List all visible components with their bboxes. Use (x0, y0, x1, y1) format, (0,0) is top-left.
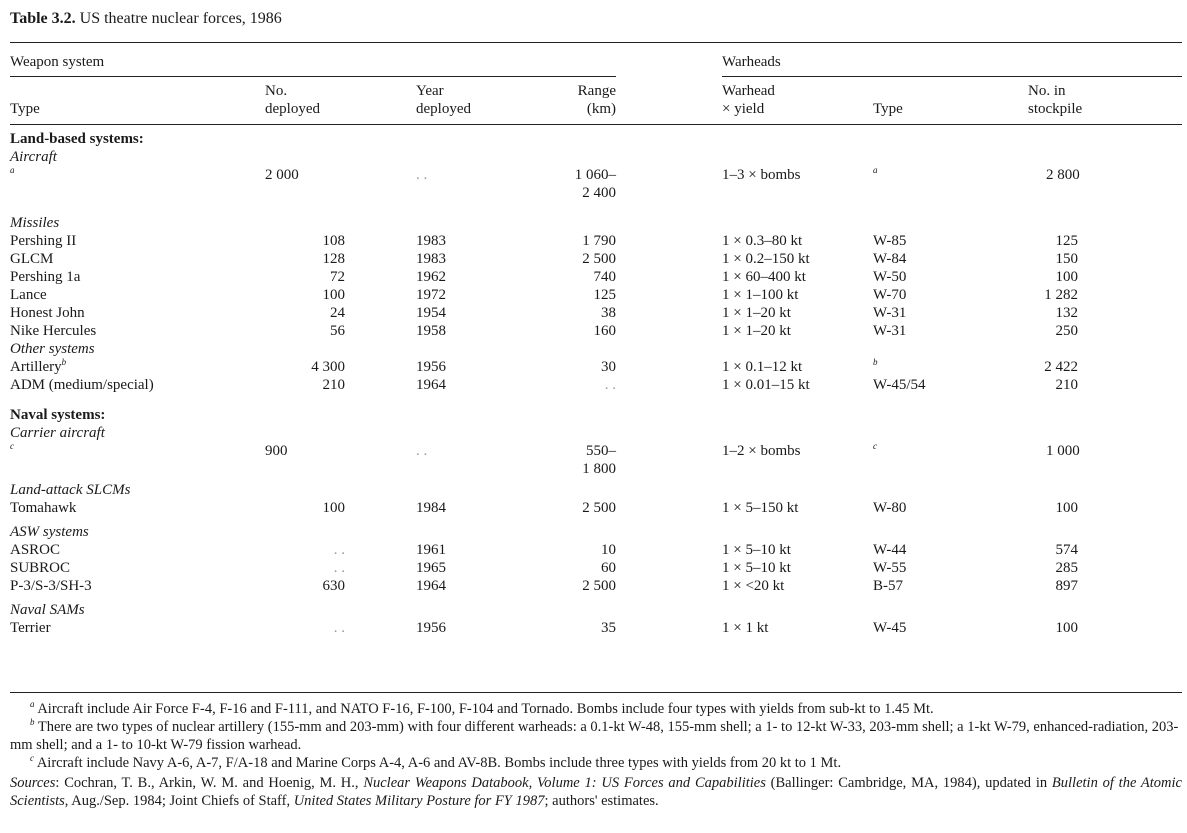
subsection-row (10, 424, 1182, 442)
asw-rows (10, 541, 1182, 595)
cell-yield: 1 × 5–10 kt (722, 542, 791, 558)
subsection-missiles: Missiles (10, 215, 60, 231)
cell-range: 60 (601, 560, 616, 576)
cell-range: 160 (593, 323, 616, 339)
footnote-c (10, 754, 1182, 772)
cell-warhead-type: W-70 (873, 287, 907, 303)
col-header-range (536, 82, 616, 118)
footnote-c-mark: c (30, 753, 34, 764)
cell-stockpile: 1 282 (1044, 287, 1078, 303)
cell-range-line2: 1 800 (582, 461, 616, 477)
table-row (10, 232, 1182, 250)
table-row (10, 322, 1182, 340)
cell-year: 1961 (416, 542, 446, 558)
cell-deployed: 72 (330, 269, 345, 285)
cell-yield: 1 × 0.3–80 kt (722, 233, 803, 249)
cell-type (10, 358, 265, 376)
col-header-year-line2: deployed (416, 101, 471, 117)
sources-title: Nuclear Weapons Databook, Volume 1: US Forces and Capabilities (363, 775, 766, 791)
cell-yield: 1 × 60–400 kt (722, 269, 806, 285)
col-header-stockpile-line1: No. in (1028, 83, 1066, 99)
table-row (10, 541, 1182, 559)
cell-range: 740 (593, 269, 616, 285)
top-rule (10, 42, 1182, 43)
table-row (10, 619, 1182, 637)
cell-warhead-type (873, 358, 1028, 376)
cell-stockpile: 132 (1055, 305, 1078, 321)
sources-part: (Ballinger: Cambridge, MA, 1984), updated in (765, 775, 1052, 791)
cell-warhead-type: W-45 (873, 620, 907, 636)
cell-stockpile: 100 (1055, 500, 1078, 516)
col-header-yield-line1: Warhead (722, 83, 775, 99)
subsection-asw: ASW systems (10, 524, 89, 540)
cell-deployed: 56 (330, 323, 345, 339)
section-land-based: Land-based systems: (10, 131, 144, 147)
subsection-naval-sams: Naval SAMs (10, 602, 85, 618)
cell-year: 1958 (416, 323, 446, 339)
table-row (10, 166, 1182, 202)
warheads-rule (722, 76, 1182, 77)
cell-stockpile: 100 (1055, 620, 1078, 636)
sources-label: Sources (10, 775, 56, 791)
cell-range: . . (604, 377, 616, 393)
cell-warhead-type (873, 442, 1028, 478)
cell-warhead-type: B-57 (873, 578, 903, 594)
cell-range (536, 442, 616, 478)
cell-yield: 1 × <20 kt (722, 578, 785, 594)
cell-year: 1964 (416, 578, 446, 594)
table-bottom-rule (10, 692, 1182, 693)
cell-deployed: 210 (322, 377, 345, 393)
col-header-yield (722, 82, 775, 118)
footnote-a (10, 700, 1182, 718)
cell-yield: 1 × 0.2–150 kt (722, 251, 810, 267)
cell-range-line1: 550– (586, 443, 616, 459)
cell-yield: 1 × 0.01–15 kt (722, 377, 810, 393)
forces-table (10, 130, 1182, 637)
subsection-row (10, 517, 1182, 541)
cell-type: Terrier (10, 620, 51, 636)
footnote-mark: c (873, 441, 877, 451)
cell-type: SUBROC (10, 560, 71, 576)
col-header-year-line1: Year (416, 83, 444, 99)
footnote-b (10, 718, 1182, 754)
cell-stockpile: 285 (1055, 560, 1078, 576)
cell-year: 1962 (416, 269, 446, 285)
cell-stockpile: 897 (1055, 578, 1078, 594)
cell-year: . . (416, 167, 428, 183)
cell-year: 1965 (416, 560, 446, 576)
subsection-aircraft: Aircraft (10, 149, 57, 165)
cell-yield: 1 × 1–20 kt (722, 323, 791, 339)
cell-warhead-type: W-31 (873, 323, 907, 339)
cell-yield: 1–2 × bombs (722, 443, 801, 459)
cell-deployed: 24 (330, 305, 345, 321)
subsection-row (10, 340, 1182, 358)
cell-warhead-type: W-85 (873, 233, 907, 249)
cell-deployed: 108 (322, 233, 345, 249)
table-row (10, 559, 1182, 577)
cell-warhead-type: W-84 (873, 251, 907, 267)
subsection-row (10, 595, 1182, 619)
footnote-a-mark: a (30, 699, 35, 710)
cell-deployed: 100 (322, 500, 345, 516)
cell-warhead-type: W-80 (873, 500, 907, 516)
col-header-yield-line2: × yield (722, 101, 765, 117)
cell-stockpile: 150 (1055, 251, 1078, 267)
table-row (10, 358, 1182, 376)
cell-deployed: 128 (322, 251, 345, 267)
cell-range (536, 166, 616, 202)
table-row (10, 250, 1182, 268)
cell-type: Nike Hercules (10, 323, 97, 339)
table-row (10, 442, 1182, 478)
cell-type: GLCM (10, 251, 54, 267)
cell-year: . . (416, 443, 428, 459)
subsection-other-systems: Other systems (10, 341, 95, 357)
footnote-mark: c (10, 441, 14, 451)
subsection-row (10, 214, 1182, 232)
footnote-mark: b (61, 357, 67, 367)
cell-type: Pershing 1a (10, 269, 81, 285)
footnote-b-text: There are two types of nuclear artillery (155-mm and 203-mm) with four different warheads: a 0.1-kt W-48, 155-mm shell; a 1- to 12-kt W-33, 203-mm shell; a 1-kt W-79, enhanced-radiation, 203-mm shell; and a 1- to 10-kt W-79 fission warhead. (10, 719, 1179, 753)
cell-range: 10 (601, 542, 616, 558)
cell-warhead-type (873, 166, 1028, 202)
cell-deployed: 4 300 (311, 359, 345, 375)
cell-warhead-type: W-55 (873, 560, 907, 576)
col-header-stockpile-line2: stockpile (1028, 101, 1083, 117)
col-header-warhead-type: Type (873, 101, 903, 117)
cell-yield: 1–3 × bombs (722, 167, 801, 183)
cell-yield: 1 × 1 kt (722, 620, 769, 636)
table-row (10, 304, 1182, 322)
cell-stockpile: 100 (1055, 269, 1078, 285)
cell-range: 30 (601, 359, 616, 375)
table-row (10, 499, 1182, 517)
cell-year: 1956 (416, 620, 446, 636)
footnote-mark: b (873, 357, 878, 367)
cell-range: 35 (601, 620, 616, 636)
cell-deployed: . . (333, 620, 345, 636)
footnote-mark: a (873, 165, 878, 175)
sources-note (10, 774, 1182, 810)
col-header-stockpile (1028, 82, 1082, 118)
cell-range: 38 (601, 305, 616, 321)
cell-year: 1972 (416, 287, 446, 303)
footnote-c-text: Aircraft include Navy A-6, A-7, F/A-18 and Marine Corps A-4, A-6 and AV-8B. Bombs include three types with yields from 20 kt to 1 Mt. (36, 755, 842, 771)
cell-range: 2 500 (582, 578, 616, 594)
subsection-carrier-aircraft: Carrier aircraft (10, 425, 105, 441)
table-row (10, 577, 1182, 595)
cell-range: 1 790 (582, 233, 616, 249)
weapon-system-rule (10, 76, 616, 77)
cell-year: 1983 (416, 233, 446, 249)
cell-type-text: Artillery (10, 359, 62, 375)
cell-stockpile: 250 (1055, 323, 1078, 339)
cell-year: 1983 (416, 251, 446, 267)
cell-type: Honest John (10, 305, 85, 321)
cell-type: P-3/S-3/SH-3 (10, 578, 92, 594)
cell-stockpile: 2 422 (1044, 359, 1078, 375)
cell-deployed: 900 (265, 443, 288, 459)
cell-year: 1984 (416, 500, 446, 516)
cell-stockpile: 210 (1055, 377, 1078, 393)
cell-range: 2 500 (582, 500, 616, 516)
cell-year: 1964 (416, 377, 446, 393)
footnote-mark: a (10, 165, 15, 175)
footnote-a-text: Aircraft include Air Force F-4, F-16 and F-111, and NATO F-16, F-100, F-104 and Tornado. Bombs include four types with yields from sub-kt to 1.45 Mt. (37, 701, 934, 717)
sources-title: United States Military Posture for FY 1987 (293, 793, 545, 809)
cell-yield: 1 × 1–20 kt (722, 305, 791, 321)
footnotes (10, 700, 1182, 772)
subsection-row (10, 478, 1182, 499)
cell-range-line2: 2 400 (582, 185, 616, 201)
group-header-warheads: Warheads (722, 54, 781, 70)
cell-yield: 1 × 1–100 kt (722, 287, 799, 303)
table-label: Table 3.2. (10, 10, 76, 27)
cell-type: Tomahawk (10, 500, 77, 516)
sources-part: : Cochran, T. B., Arkin, W. M. and Hoenig, M. H., (55, 775, 364, 791)
cell-deployed: . . (333, 542, 345, 558)
cell-deployed: 100 (322, 287, 345, 303)
section-row (10, 406, 1182, 424)
subsection-slcms: Land-attack SLCMs (10, 482, 131, 498)
cell-warhead-type: W-44 (873, 542, 907, 558)
table-row (10, 376, 1182, 394)
footnote-b-mark: b (30, 717, 35, 728)
cell-deployed: . . (333, 560, 345, 576)
col-header-range-line2: (km) (586, 101, 616, 117)
cell-range-line1: 1 060– (574, 167, 616, 183)
sources-title: Bulletin of the Atomic Scientists (10, 775, 1182, 809)
cell-type: ASROC (10, 542, 61, 558)
col-header-range-line1: Range (577, 83, 616, 99)
cell-stockpile: 574 (1055, 542, 1078, 558)
cell-deployed: 2 000 (265, 167, 299, 183)
cell-yield: 1 × 5–10 kt (722, 560, 791, 576)
missile-rows (10, 232, 1182, 340)
cell-range: 2 500 (582, 251, 616, 267)
col-header-type: Type (10, 101, 40, 117)
section-naval: Naval systems: (10, 407, 106, 423)
cell-type: Lance (10, 287, 47, 303)
col-header-year (416, 82, 471, 118)
cell-stockpile: 125 (1055, 233, 1078, 249)
subsection-row (10, 148, 1182, 166)
cell-type (10, 442, 265, 478)
table-row (10, 286, 1182, 304)
cell-range: 125 (593, 287, 616, 303)
sources-part: , Aug./Sep. 1984; Joint Chiefs of Staff, (64, 793, 294, 809)
cell-warhead-type: W-50 (873, 269, 907, 285)
cell-stockpile: 1 000 (1046, 443, 1080, 459)
col-header-deployed-line2: deployed (265, 101, 320, 117)
table-title: US theatre nuclear forces, 1986 (79, 10, 282, 27)
col-header-deployed (265, 82, 320, 118)
cell-type: ADM (medium/special) (10, 377, 154, 393)
cell-yield: 1 × 0.1–12 kt (722, 359, 803, 375)
cell-deployed: 630 (322, 578, 345, 594)
cell-type: Pershing II (10, 233, 77, 249)
cell-yield: 1 × 5–150 kt (722, 500, 799, 516)
group-header-weapon-system: Weapon system (10, 54, 105, 70)
cell-stockpile: 2 800 (1046, 167, 1080, 183)
header-bottom-rule (10, 124, 1182, 125)
table-row (10, 268, 1182, 286)
table-caption (10, 10, 282, 28)
sources-part: ; authors' estimates. (544, 793, 659, 809)
cell-warhead-type: W-31 (873, 305, 907, 321)
cell-type (10, 166, 265, 202)
cell-year: 1956 (416, 359, 446, 375)
cell-year: 1954 (416, 305, 446, 321)
col-header-deployed-line1: No. (265, 83, 288, 99)
section-row (10, 130, 1182, 148)
cell-warhead-type: W-45/54 (873, 377, 926, 393)
